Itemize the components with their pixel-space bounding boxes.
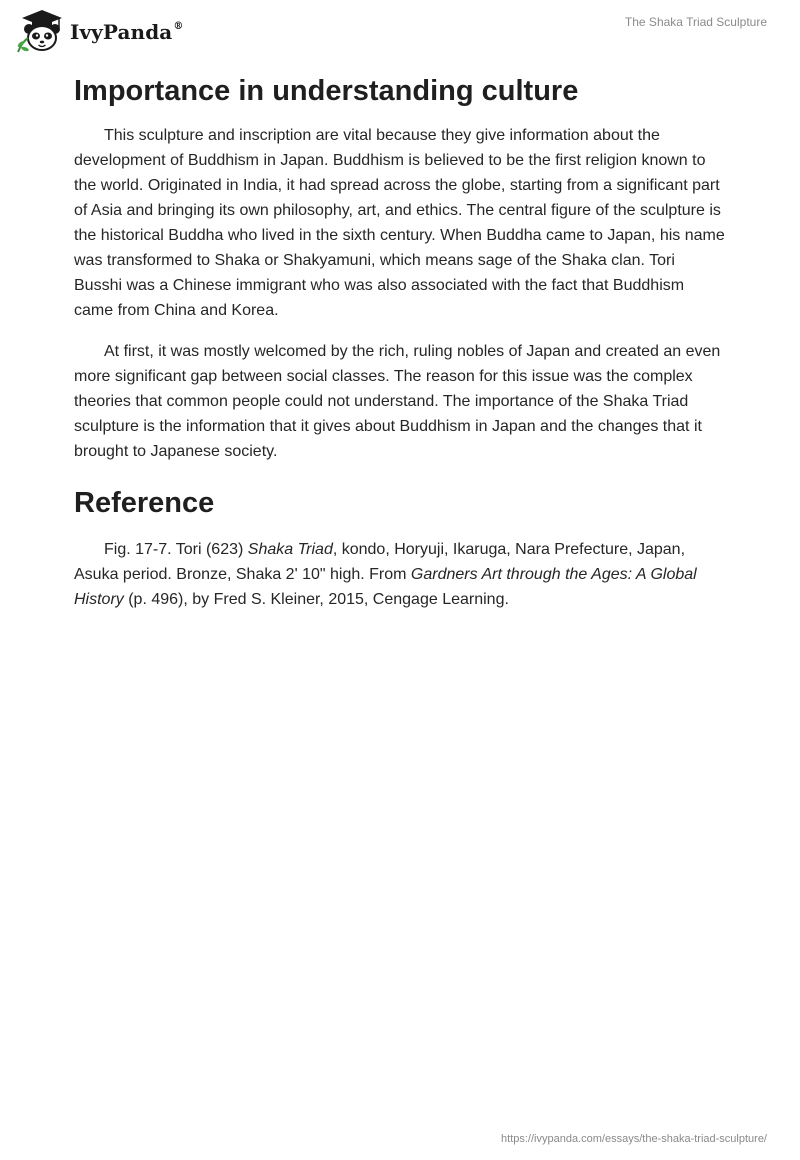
document-title: The Shaka Triad Sculpture <box>624 15 767 29</box>
citation-title-2: Gardners Art through the Ages: A Global History <box>74 566 697 608</box>
source-url[interactable]: https://ivypanda.com/essays/the-shaka-triad-sculpture/ <box>501 1133 767 1145</box>
citation-title-1: Shaka Triad <box>247 541 333 558</box>
registered-mark: ® <box>173 21 184 33</box>
brand-label: IvyPanda <box>70 20 173 44</box>
section-heading-culture: Importance in understanding culture <box>74 75 579 107</box>
citation-part-1: Fig. 17-7. Tori (623) <box>104 541 248 558</box>
section-heading-reference: Reference <box>74 487 215 519</box>
panda-graduate-icon <box>14 8 66 54</box>
ivypanda-logo[interactable] <box>14 8 183 54</box>
page-header <box>0 0 800 60</box>
citation-part-2: , kondo, Horyuji, Ikaruga, Nara Prefecture, Japan, Asuka period. Bronze, Shaka 2' 10" high. From <box>74 541 686 583</box>
paragraph-2: At first, it was mostly welcomed by the rich, ruling nobles of Japan and created an even more significant gap between social classes. The reason for this issue was the complex theories that common people could not understand. The importance of the Shaka Triad sculpture is the information that it gives about Buddhism in Japan and the changes that it brought to Japanese society. <box>74 343 721 460</box>
brand-name <box>70 20 183 44</box>
paragraph-1: This sculpture and inscription are vital because they give information about the development of Buddhism in Japan. Buddhism is believed to be the first religion known to the world. Originated in India, it had spread across the globe, starting from a significant part of Asia and bringing its own philosophy, art, and ethics. The central figure of the sculpture is the historical Buddha who lived in the sixth century. When Buddha came to Japan, his name was transformed to Shaka or Shakyamuni, which means sage of the Shaka clan. Tori Busshi was a Chinese immigrant who was also associated with the fact that Buddhism came from China and Korea. <box>74 127 725 319</box>
essay-content <box>74 70 726 628</box>
citation-part-3: (p. 496), by Fred S. Kleiner, 2015, Cengage Learning. <box>123 591 509 608</box>
reference-citation <box>74 537 726 612</box>
